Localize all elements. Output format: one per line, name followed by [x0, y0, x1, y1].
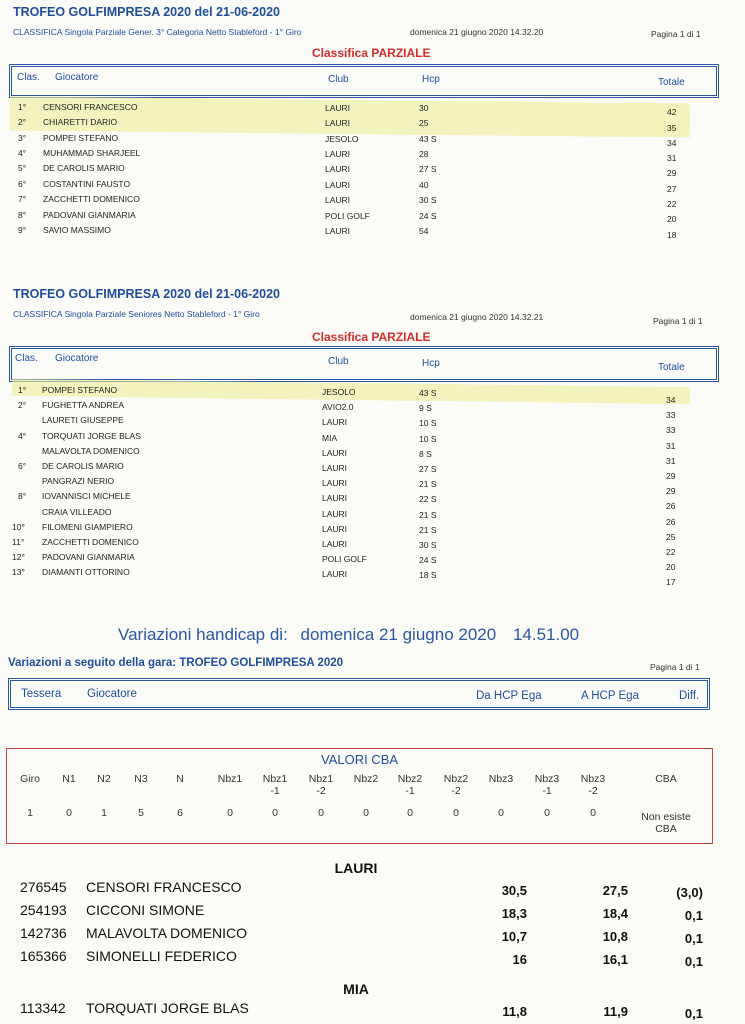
table-row [0, 148, 745, 163]
row-total: 27 [667, 184, 677, 194]
table-row [0, 117, 745, 132]
row-player-name: CRAIA VILLEADO [42, 506, 112, 517]
cba-value-6: 0 [272, 807, 278, 819]
row-player-name: POMPEI STEFANO [42, 385, 118, 395]
header-hcp: Hcp [422, 358, 440, 369]
cba-header-4: N [176, 773, 184, 785]
row-diff: 0,1 [684, 954, 703, 969]
row-a-hcp: 18,4 [602, 906, 628, 921]
row-hcp: 30 S [419, 195, 437, 205]
header-diff: Diff. [679, 690, 700, 702]
club-name: MIA [343, 981, 369, 997]
table-row [0, 902, 745, 924]
row-total: 33 [666, 410, 676, 421]
row-hcp: 24 S [419, 555, 437, 566]
row-position: 8° [18, 210, 27, 220]
cba-header-13: Nbz3 -2 [580, 773, 606, 797]
row-player-name: POMPEI STEFANO [43, 133, 119, 143]
variazioni-heading-prefix: Variazioni handicap di: [118, 625, 288, 644]
row-da-hcp: 30,5 [501, 883, 527, 898]
row-position: 8° [18, 491, 27, 502]
row-position: 12° [12, 552, 25, 563]
row-total: 18 [667, 230, 677, 240]
row-total: 34 [667, 138, 677, 148]
row-total: 22 [666, 547, 676, 557]
row-total: 29 [666, 471, 676, 481]
header-club: Club [328, 74, 349, 85]
row-hcp: 21 S [419, 524, 437, 535]
cba-header-3: N3 [134, 773, 148, 785]
row-position: 10° [12, 521, 25, 532]
row-a-hcp: 11,9 [603, 1004, 628, 1019]
cba-header-8: Nbz2 [353, 773, 379, 785]
header-tessera: Tessera [21, 688, 62, 700]
row-position: 3° [18, 133, 27, 143]
cba-value-13: 0 [590, 807, 596, 819]
row-hcp: 8 S [419, 448, 432, 459]
row-da-hcp: 18,3 [501, 906, 527, 921]
row-player-name: MALAVOLTA DOMENICO [42, 445, 140, 456]
variazioni-heading [118, 625, 579, 645]
row-hcp: 43 S [419, 134, 437, 144]
row-total: 26 [666, 501, 676, 512]
row-total: 35 [667, 123, 677, 133]
row-position: 7° [18, 194, 27, 204]
row-tessera: 113342 [20, 1000, 66, 1016]
section2-header-box [9, 346, 719, 382]
cba-value-5: 0 [227, 807, 233, 819]
cba-value-2: 1 [101, 807, 107, 819]
row-diff: 0,1 [684, 908, 703, 923]
row-player-name: CENSORI FRANCESCO [43, 102, 138, 112]
row-total: 17 [666, 577, 676, 588]
row-tessera: 254193 [20, 902, 67, 918]
row-hcp: 10 S [419, 433, 437, 444]
section1-title: TROFEO GOLFIMPRESA 2020 del 21-06-2020 [13, 5, 280, 19]
table-row [0, 537, 745, 557]
row-player-name: MUHAMMAD SHARJEEL [43, 148, 141, 158]
row-player-name: TORQUATI JORGE BLAS [86, 1000, 249, 1016]
section1-subtitle: CLASSIFICA Singola Parziale Gener. 3° Categoria Netto Stableford - 1° Giro [13, 27, 302, 37]
row-total: 29 [667, 168, 677, 178]
cba-value-11: 0 [498, 807, 504, 819]
table-row [0, 194, 745, 209]
cba-header-6: Nbz1 -1 [262, 773, 288, 797]
section1-header-box [9, 64, 719, 98]
row-position: 2° [18, 400, 27, 411]
header-clas: Clas. [17, 72, 40, 83]
row-club: POLI GOLF [325, 211, 370, 221]
row-player-name: PANGRAZI NERIO [42, 476, 115, 487]
table-row [0, 102, 745, 117]
row-hcp: 21 S [419, 509, 437, 520]
row-club: MIA [322, 432, 338, 443]
row-tessera: 276545 [20, 879, 67, 895]
variazioni-subtitle: Variazioni a seguito della gara: TROFEO GOLFIMPRESA 2020 [8, 657, 344, 669]
cba-header-1: N1 [62, 773, 76, 785]
row-da-hcp: 11,8 [502, 1004, 527, 1019]
table-row [0, 461, 745, 481]
row-total: 26 [666, 516, 676, 527]
variazioni-header-box [8, 678, 710, 710]
row-hcp: 18 S [419, 570, 437, 581]
row-diff: (3,0) [676, 885, 703, 900]
row-player-name: MALAVOLTA DOMENICO [86, 925, 248, 941]
row-position: 9° [18, 225, 27, 235]
cba-box [6, 748, 713, 844]
cba-value-1: 0 [66, 807, 72, 819]
table-row [0, 385, 745, 405]
row-position: 6° [18, 461, 27, 471]
section2-page: Pagina 1 di 1 [653, 316, 703, 326]
row-club: LAURI [325, 195, 351, 205]
table-row [0, 179, 745, 194]
row-player-name: SAVIO MASSIMO [43, 225, 111, 235]
row-club: LAURI [325, 164, 351, 174]
table-row [0, 1000, 745, 1022]
row-hcp: 54 [419, 226, 429, 236]
row-hcp: 30 S [419, 540, 437, 550]
header-giocatore: Giocatore [55, 72, 99, 83]
cba-value-12: 0 [544, 807, 550, 819]
header-a-hcp: A HCP Ega [581, 690, 639, 702]
header-giocatore: Giocatore [87, 688, 137, 700]
row-hcp: 27 S [419, 164, 437, 174]
row-club: LAURI [322, 417, 348, 428]
row-total: 20 [667, 214, 677, 224]
row-total: 31 [666, 440, 676, 451]
header-giocatore: Giocatore [55, 353, 99, 364]
row-hcp: 40 [419, 180, 429, 190]
cba-header-12: Nbz3 -1 [534, 773, 560, 797]
row-player-name: DE CAROLIS MARIO [42, 461, 124, 471]
row-total: 25 [666, 531, 676, 542]
cba-header-14: CBA [655, 773, 677, 785]
cba-value-4: 6 [177, 807, 183, 819]
row-club: LAURI [325, 118, 351, 128]
row-club: LAURI [325, 226, 351, 236]
row-hcp: 25 [419, 118, 429, 128]
row-player-name: FILOMENI GIAMPIERO [42, 521, 133, 532]
row-player-name: FUGHETTA ANDREA [42, 400, 125, 411]
cba-header-2: N2 [97, 773, 111, 785]
row-a-hcp: 27,5 [602, 883, 628, 898]
cba-value-0: 1 [27, 807, 33, 819]
cba-header-7: Nbz1 -2 [308, 773, 334, 797]
row-position: 4° [18, 430, 27, 441]
cba-header-5: Nbz1 [217, 773, 243, 785]
cba-value-8: 0 [363, 807, 369, 819]
row-position: 4° [18, 148, 27, 158]
row-club: LAURI [322, 539, 348, 549]
table-row [0, 925, 745, 947]
row-total: 31 [667, 153, 677, 163]
header-club: Club [328, 356, 349, 367]
row-club: JESOLO [325, 134, 359, 144]
row-club: LAURI [325, 149, 351, 159]
row-hcp: 22 S [419, 494, 437, 505]
row-tessera: 165366 [20, 948, 67, 964]
row-hcp: 21 S [419, 479, 437, 490]
section2-title: TROFEO GOLFIMPRESA 2020 del 21-06-2020 [13, 287, 280, 301]
row-club: LAURI [322, 523, 348, 534]
row-club: AVIO2.0 [322, 402, 354, 413]
row-tessera: 142736 [20, 925, 67, 941]
row-total: 33 [666, 425, 676, 436]
row-club: JESOLO [322, 387, 356, 397]
table-row [0, 948, 745, 970]
row-club: LAURI [322, 463, 348, 473]
row-hcp: 28 [419, 149, 429, 159]
table-row [0, 225, 745, 240]
row-diff: 0,1 [684, 1006, 703, 1021]
cba-value-3: 5 [138, 807, 144, 819]
row-player-name: DIAMANTI OTTORINO [42, 567, 130, 578]
row-total: 34 [666, 395, 676, 405]
row-position: 13° [12, 567, 25, 578]
row-total: 22 [667, 199, 677, 209]
row-hcp: 43 S [419, 388, 437, 398]
row-player-name: CICCONI SIMONE [86, 902, 205, 918]
row-position: 2° [18, 117, 27, 127]
cba-value-7: 0 [318, 807, 324, 819]
section2-classifica: Classifica PARZIALE [312, 330, 431, 344]
row-club: LAURI [322, 478, 348, 489]
row-total: 29 [666, 486, 676, 497]
row-player-name: TORQUATI JORGE BLAS [42, 430, 141, 441]
cba-title: VALORI CBA [320, 752, 399, 767]
table-row [0, 210, 745, 225]
variazioni-heading-date: domenica 21 giugno 2020 [300, 625, 497, 644]
cba-header-9: Nbz2 -1 [397, 773, 423, 797]
row-hcp: 9 S [419, 403, 432, 414]
row-club: LAURI [322, 447, 348, 458]
cba-value-9: 0 [407, 807, 413, 819]
row-player-name: SIMONELLI FEDERICO [86, 948, 237, 964]
row-a-hcp: 16,1 [602, 952, 628, 967]
row-total: 31 [666, 455, 676, 466]
table-row [0, 567, 745, 588]
row-position: 1° [18, 385, 27, 395]
row-total: 42 [667, 107, 677, 117]
row-player-name: ZACCHETTI DOMENICO [43, 194, 140, 204]
row-player-name: LAURETI GIUSEPPE [42, 415, 124, 426]
row-club: POLI GOLF [322, 554, 367, 565]
club-name: LAURI [334, 860, 378, 876]
row-player-name: DE CAROLIS MARIO [43, 163, 125, 173]
row-player-name: IOVANNISCI MICHELE [42, 491, 131, 502]
section2-subtitle: CLASSIFICA Singola Parziale Seniores Netto Stableford - 1° Giro [13, 309, 260, 319]
row-hcp: 27 S [419, 464, 437, 474]
row-position: 5° [18, 163, 27, 173]
section1-datetime: domenica 21 giugno 2020 14.32.20 [410, 27, 544, 37]
row-diff: 0,1 [684, 931, 703, 946]
row-player-name: PADOVANI GIANMARIA [43, 210, 136, 220]
row-club: LAURI [322, 493, 348, 504]
row-hcp: 10 S [419, 418, 437, 429]
header-totale: Totale [658, 77, 685, 88]
section1-classifica: Classifica PARZIALE [312, 46, 431, 60]
row-club: LAURI [325, 180, 351, 190]
section1-page: Pagina 1 di 1 [651, 29, 701, 39]
row-hcp: 24 S [419, 211, 437, 221]
row-total: 20 [666, 562, 676, 573]
table-row [0, 879, 745, 901]
row-club: LAURI [322, 508, 348, 519]
section2-datetime: domenica 21 giugno 2020 14.32.21 [410, 312, 544, 322]
row-player-name: CHIARETTI DARIO [43, 117, 118, 127]
cba-header-10: Nbz2 -2 [443, 773, 469, 797]
row-position: 6° [18, 179, 27, 189]
row-da-hcp: 16 [512, 952, 527, 967]
cba-value-14: Non esiste CBA [641, 811, 691, 835]
cba-header-11: Nbz3 [488, 773, 514, 785]
row-player-name: CENSORI FRANCESCO [86, 879, 242, 895]
row-club: LAURI [322, 569, 348, 580]
table-row [0, 133, 745, 148]
row-a-hcp: 10,8 [602, 929, 628, 944]
row-club: LAURI [325, 103, 351, 113]
variazioni-heading-time: 14.51.00 [512, 625, 580, 644]
row-hcp: 30 [419, 103, 429, 113]
header-clas: Clas. [15, 353, 38, 364]
header-hcp: Hcp [422, 74, 440, 85]
row-da-hcp: 10,7 [501, 929, 527, 944]
header-totale: Totale [658, 362, 685, 373]
row-player-name: COSTANTINI FAUSTO [43, 179, 131, 189]
row-player-name: ZACCHETTI DOMENICO [42, 537, 139, 547]
variazioni-page: Pagina 1 di 1 [650, 662, 700, 672]
header-da-hcp: Da HCP Ega [476, 690, 542, 702]
table-row [0, 163, 745, 178]
row-player-name: PADOVANI GIANMARIA [42, 552, 135, 563]
cba-header-0: Giro [20, 773, 40, 785]
cba-value-10: 0 [453, 807, 459, 819]
row-position: 1° [18, 102, 27, 112]
row-position: 11° [12, 537, 25, 547]
